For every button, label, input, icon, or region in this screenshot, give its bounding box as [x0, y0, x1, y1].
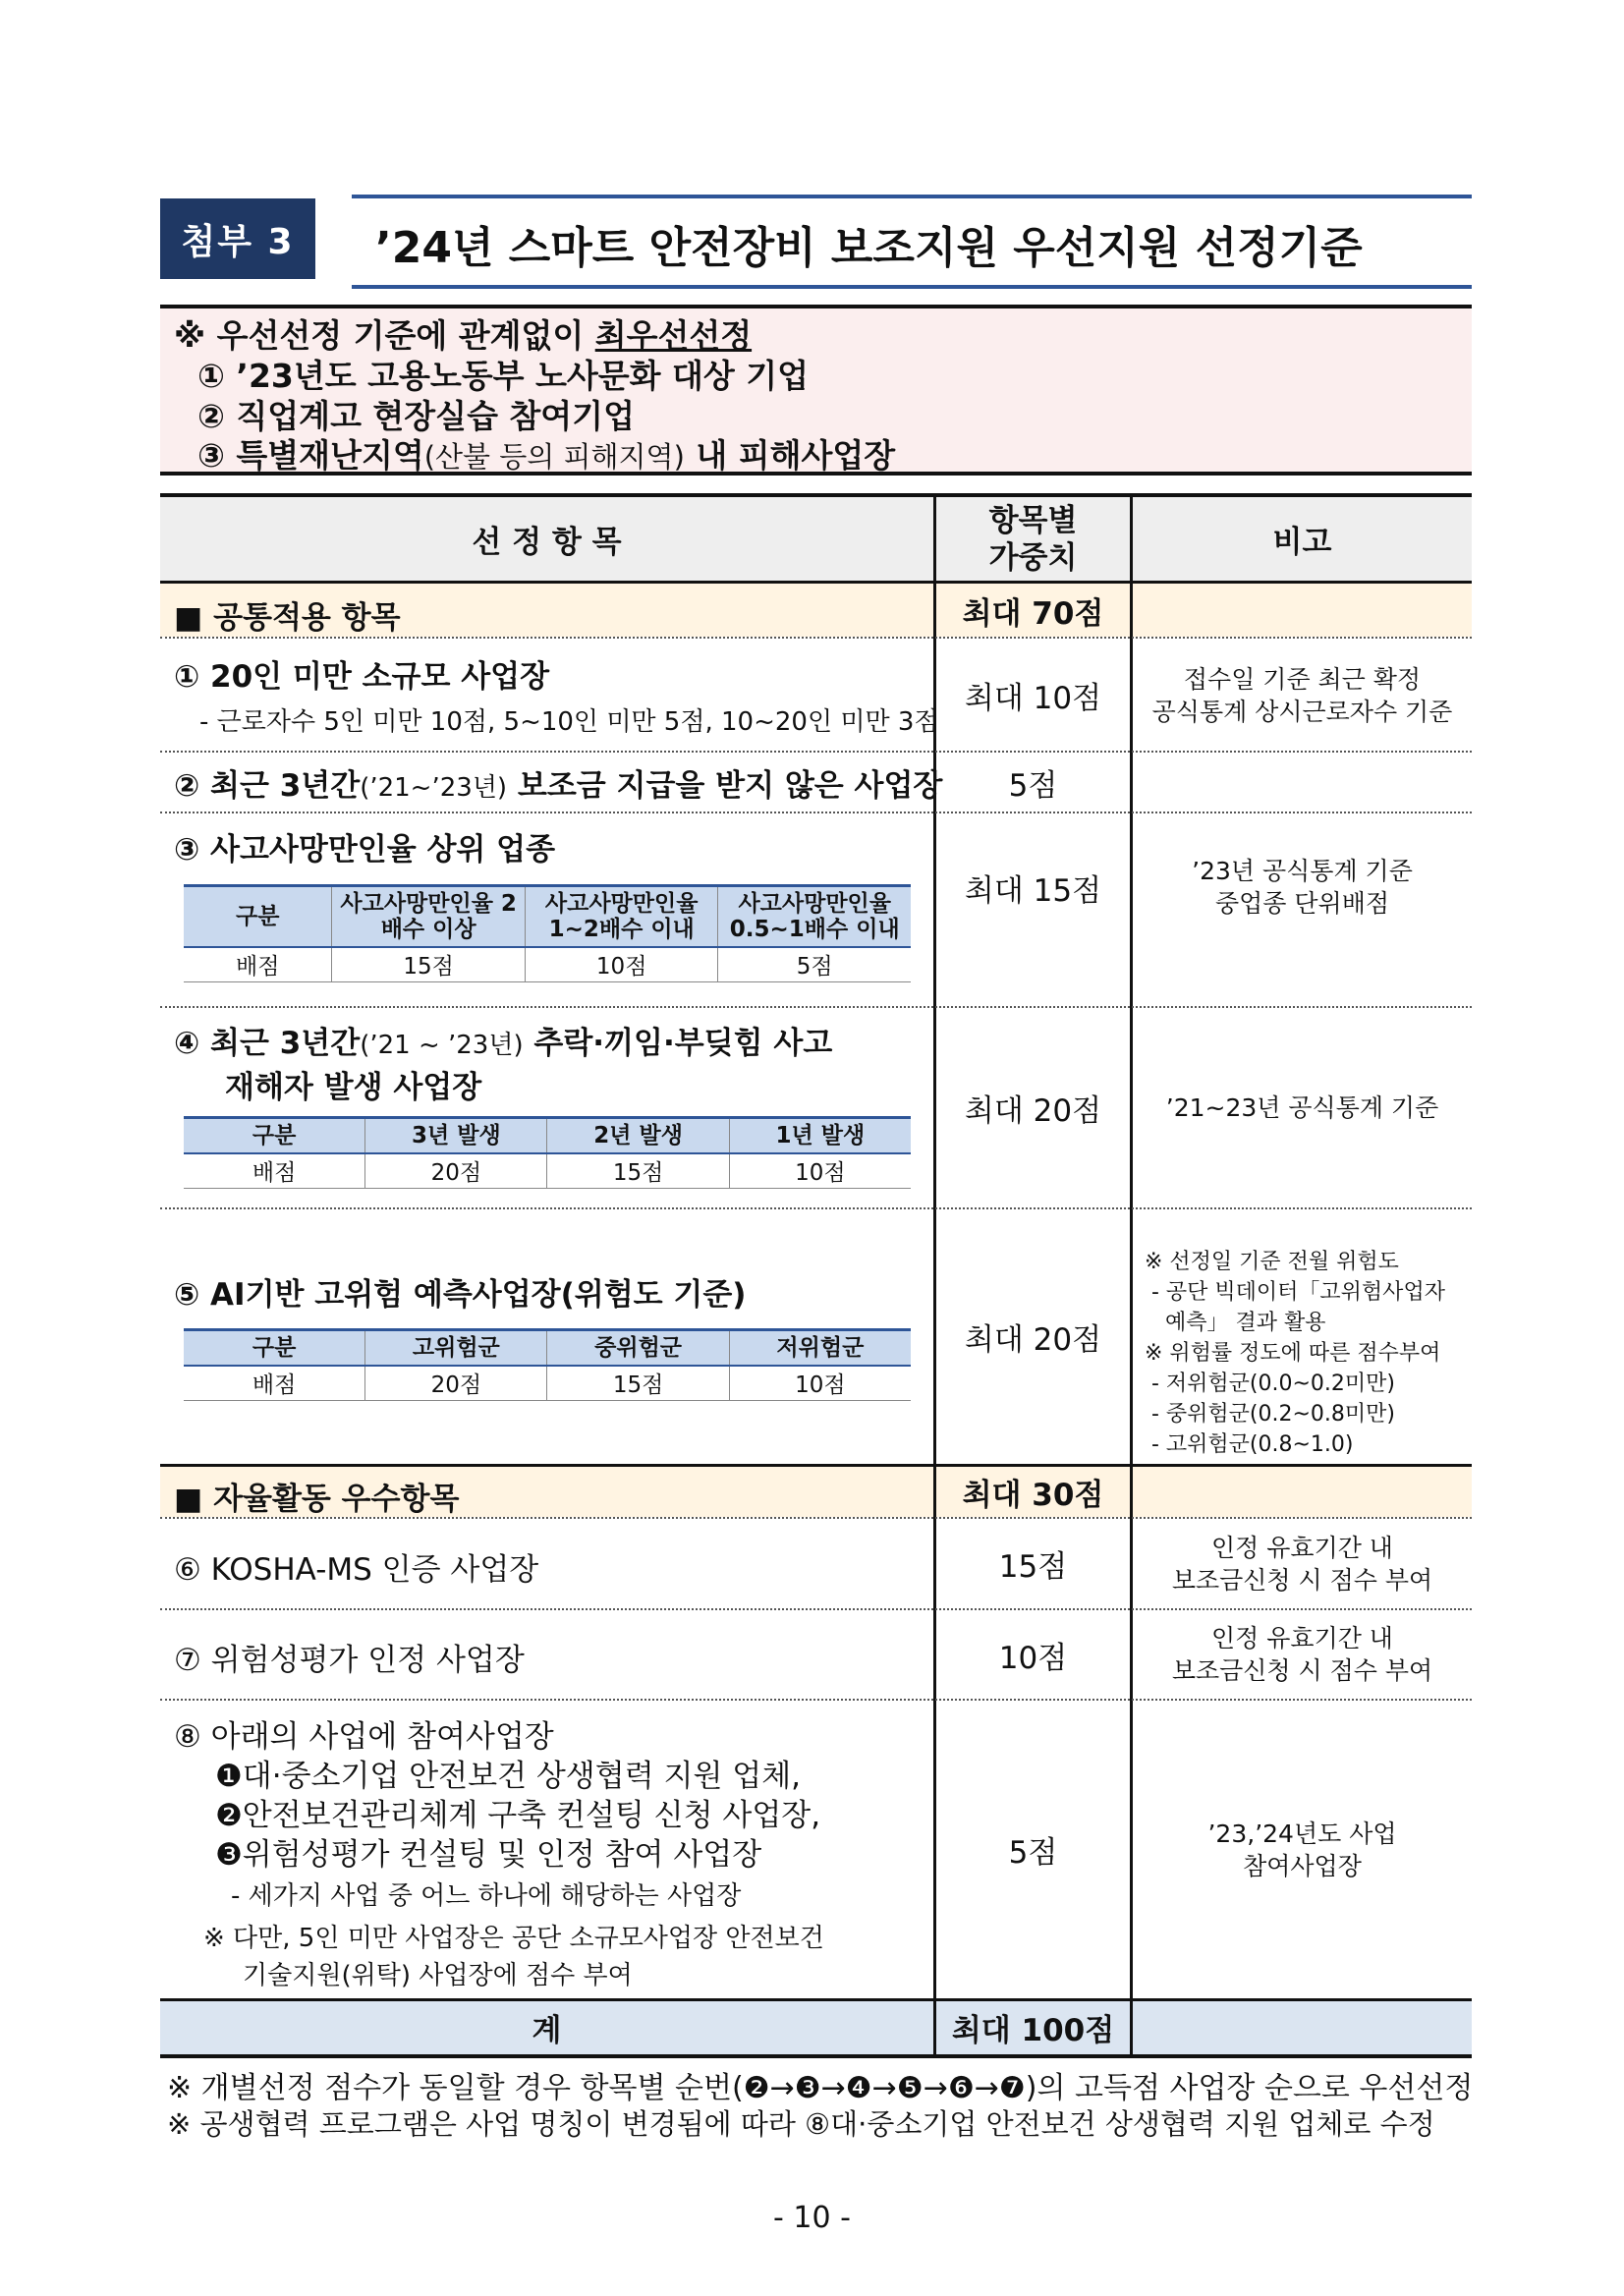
mini-header-cell: 사고사망만인율 2배수 이상: [332, 886, 526, 947]
row4-weight: 최대 20점: [964, 1093, 1102, 1129]
row2-title: [174, 760, 942, 805]
mini-value-cell: 15점: [332, 947, 526, 982]
mini-header-cell: 고위험군: [365, 1330, 547, 1366]
row4-remark: ’21~23년 공식통계 기준: [1165, 1093, 1439, 1122]
voluntary-section-weight: 최대 30점: [962, 1477, 1104, 1513]
col-header-weight-line1: 항목별: [988, 502, 1078, 538]
row-divider: [160, 637, 1472, 639]
mini-value-cell: 배점: [184, 947, 332, 982]
priority-lead-underlined: 최우선선정: [594, 316, 753, 355]
common-section-title: ■ 공통적용 항목: [174, 600, 401, 636]
row3-remark-line2: 중업종 단위배점: [1215, 889, 1389, 918]
row8-line: ❷안전보건관리체계 구축 컨설팅 신청 사업장,: [215, 1798, 821, 1833]
page-title: ’24년 스마트 안전장비 보조지원 우선지원 선정기준: [375, 223, 1363, 273]
row8-line: 기술지원(위탁) 사업장에 점수 부여: [243, 1961, 633, 1990]
mini-header-cell: 사고사망만인율 0.5~1배수 이내: [718, 886, 911, 947]
priority-item-2: ② 직업계고 현장실습 참여기업: [197, 397, 635, 435]
row5-remark-line: 예측」 결과 활용: [1145, 1311, 1326, 1335]
mini-value-cell: 5점: [718, 947, 911, 982]
mini-value-cell: 배점: [184, 1366, 365, 1401]
mini-header-cell: 3년 발생: [365, 1118, 547, 1153]
row-divider: [160, 581, 1472, 584]
row1-detail: - 근로자수 5인 미만 10점, 5~10인 미만 5점, 10~20인 미만 3점: [199, 707, 939, 737]
priority-lead: [174, 310, 752, 357]
row5-remark-line: ※ 위험률 정도에 따른 점수부여: [1145, 1341, 1441, 1366]
row5-remark-line: - 공단 빅데이터「고위험사업자: [1145, 1280, 1445, 1305]
row8-weight: 5점: [1008, 1835, 1058, 1871]
mini-value-cell: 배점: [184, 1153, 365, 1189]
row2-title-a: ② 최근 3년간: [174, 768, 361, 804]
voluntary-section-title: ■ 자율활동 우수항목: [174, 1482, 460, 1517]
total-label: 계: [532, 2013, 562, 2048]
mini-header-cell: 구분: [184, 1330, 365, 1366]
row4-title: [174, 1018, 832, 1062]
row-divider: [160, 1464, 1472, 1467]
row1-title: ① 20인 미만 소규모 사업장: [174, 659, 550, 695]
priority-box: [160, 305, 1472, 476]
row8-remark-line1: ’23,’24년도 사업: [1207, 1819, 1397, 1848]
mini-header-cell: 구분: [184, 886, 332, 947]
attachment-badge: 첨부 3: [160, 198, 315, 279]
row8-remark-line2: 참여사업장: [1243, 1851, 1362, 1880]
row8-line: ❸위험성평가 컨설팅 및 인정 참여 사업장: [215, 1837, 762, 1873]
row1-remark-line2: 공식통계 상시근로자수 기준: [1151, 697, 1453, 726]
row5-score-table: [184, 1328, 911, 1401]
row5-remark-line: ※ 선정일 기준 전월 위험도: [1145, 1250, 1399, 1274]
row4-title-a: ④ 최근 3년간: [174, 1026, 361, 1061]
row3-score-table: [184, 884, 911, 982]
row5-remark: [1145, 1216, 1445, 1460]
row6-remark-line1: 인정 유효기간 내: [1211, 1533, 1393, 1562]
row5-weight: 최대 20점: [964, 1322, 1102, 1358]
row5-remark-line: - 저위험군(0.0~0.2미만): [1145, 1372, 1396, 1396]
mini-value-cell: 20점: [365, 1153, 547, 1189]
row6-title: ⑥ KOSHA-MS 인증 사업장: [174, 1552, 539, 1588]
row3-weight: 최대 15점: [964, 872, 1102, 909]
mini-value-cell: 15점: [547, 1366, 729, 1401]
row5-title: ⑤ AI기반 고위험 예측사업장(위험도 기준): [174, 1277, 747, 1313]
common-section-weight: 최대 70점: [962, 595, 1104, 632]
mini-header-cell: 1년 발생: [729, 1118, 911, 1153]
title-bar: [352, 195, 1472, 289]
mini-value-cell: 10점: [525, 947, 718, 982]
mini-value-cell: 10점: [729, 1366, 911, 1401]
row4-score-table: [184, 1116, 911, 1189]
mini-value-cell: 20점: [365, 1366, 547, 1401]
col-header-remark: 비고: [1272, 525, 1332, 560]
priority-lead-text: ※ 우선선정 기준에 관계없이: [174, 316, 595, 355]
row1-remark: [1133, 640, 1472, 751]
row-divider: [160, 1207, 1472, 1209]
row7-weight: 10점: [998, 1640, 1068, 1676]
mini-header-cell: 사고사망만인율 1~2배수 이내: [525, 886, 718, 947]
row4-title-c: 추락·끼임·부딪힘 사고: [523, 1026, 833, 1061]
row3-remark: [1133, 813, 1472, 961]
mini-header-cell: 저위험군: [729, 1330, 911, 1366]
mini-value-cell: 10점: [729, 1153, 911, 1189]
priority-item-3: [197, 430, 895, 476]
row-divider: [160, 751, 1472, 753]
row7-title: ⑦ 위험성평가 인정 사업장: [174, 1643, 525, 1678]
row5-remark-line: - 중위험군(0.2~0.8미만): [1145, 1402, 1396, 1427]
row7-remark: [1133, 1610, 1472, 1699]
row8-line: - 세가지 사업 중 어느 하나에 해당하는 사업장: [231, 1881, 742, 1911]
mini-header-cell: 2년 발생: [547, 1118, 729, 1153]
row6-remark-line2: 보조금신청 시 점수 부여: [1171, 1565, 1433, 1595]
row4-title-line2: 재해자 발생 사업장: [225, 1070, 482, 1105]
priority-item-3-a: ③ 특별재난지역: [197, 436, 424, 475]
row7-remark-line1: 인정 유효기간 내: [1211, 1624, 1393, 1652]
row3-title: ③ 사고사망만인율 상위 업종: [174, 832, 556, 868]
row6-remark: [1133, 1519, 1472, 1608]
row6-weight: 15점: [998, 1549, 1068, 1585]
row5-remark-line: - 고위험군(0.8~1.0): [1145, 1432, 1354, 1457]
footnote: ※ 공생협력 프로그램은 사업 명칭이 변경됨에 따라 ⑧대·중소기업 안전보건 상생협력 지원 업체로 수정: [167, 2107, 1435, 2141]
row8-remark: [1133, 1701, 1472, 1998]
col-header-weight-line2: 가중치: [988, 539, 1078, 576]
mini-header-cell: 중위험군: [547, 1330, 729, 1366]
row8-line: ※ 다만, 5인 미만 사업장은 공단 소규모사업장 안전보건: [203, 1924, 824, 1953]
row8-line: ❶대·중소기업 안전보건 상생협력 지원 업체,: [215, 1759, 801, 1794]
mini-header-cell: 구분: [184, 1118, 365, 1153]
mini-value-cell: 15점: [547, 1153, 729, 1189]
col-header-weight: [936, 497, 1130, 581]
footnote: ※ 개별선정 점수가 동일할 경우 항목별 순번(❷→❸→❹→❺→❻→❼)의 고득점 사업장 순으로 우선선정: [167, 2071, 1474, 2105]
row1-weight: 최대 10점: [964, 681, 1102, 716]
row1-remark-line1: 접수일 기준 최근 확정: [1183, 664, 1422, 694]
criteria-table: [160, 493, 1472, 2058]
priority-item-1: ① ’23년도 고용노동부 노사문화 대상 기업: [197, 357, 810, 395]
row3-remark-line1: ’23년 공식통계 기준: [1192, 857, 1413, 885]
col-header-item: 선 정 항 목: [472, 525, 622, 560]
priority-item-3-c: 내 피해사업장: [684, 436, 896, 475]
row2-weight: 5점: [1008, 767, 1058, 804]
row8-line: ⑧ 아래의 사업에 참여사업장: [174, 1719, 554, 1755]
priority-item-3-b: (산불 등의 피해지역): [423, 440, 685, 474]
row2-title-c: 보조금 지급을 받지 않은 사업장: [507, 768, 943, 804]
row7-remark-line2: 보조금신청 시 점수 부여: [1171, 1656, 1433, 1685]
page-number: - 10 -: [773, 2201, 851, 2235]
row4-title-b: (’21 ~ ’23년): [360, 1031, 524, 1060]
total-weight: 최대 100점: [951, 2013, 1115, 2048]
row2-title-b: (’21~’23년): [360, 773, 508, 803]
